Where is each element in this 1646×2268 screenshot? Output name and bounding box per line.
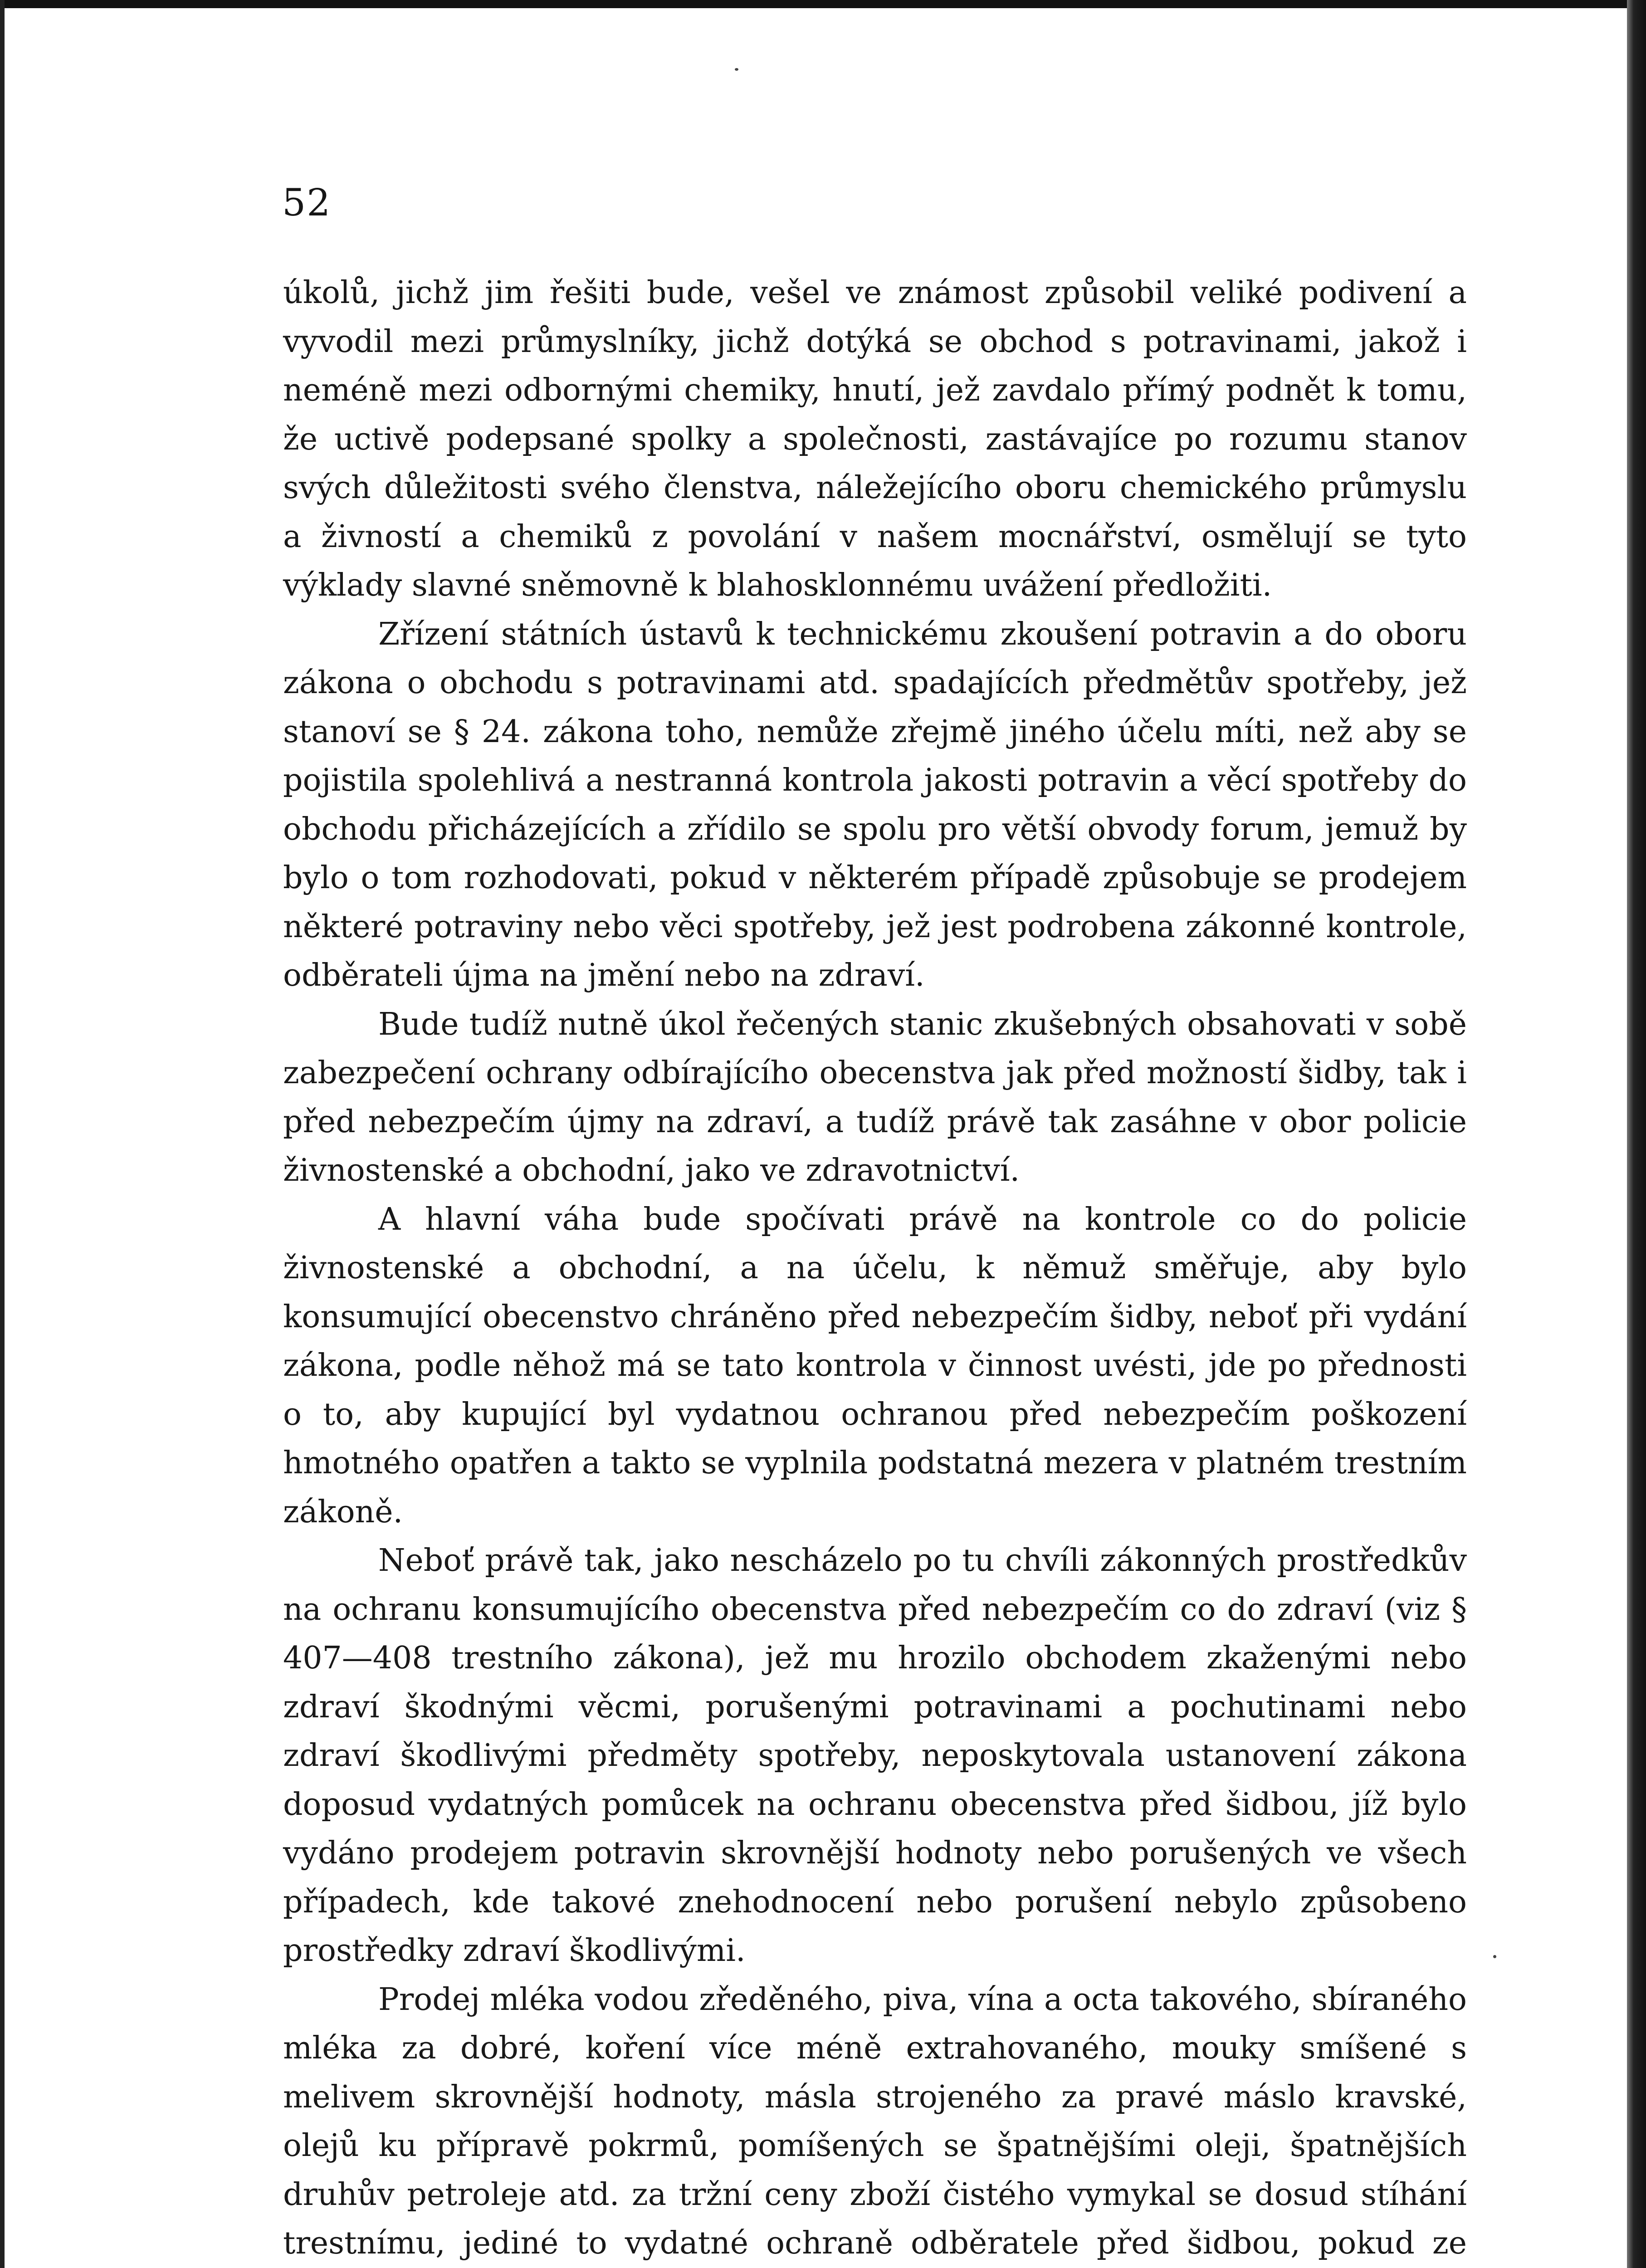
scan-edge-right (1627, 0, 1646, 2268)
page-number: 52 (282, 181, 332, 225)
scan-edge-left (0, 0, 5, 2268)
scan-speck (1493, 1955, 1496, 1958)
paragraph: úkolů, jichž jim řešiti bude, vešel ve známost způsobil veliké podivení a vyvodil mezi průmyslníky, jichž dotýká se obchod s potravinami, jakož i neméně mezi odbornými chemiky, hnutí, jež zavdalo přímý podnět k tomu, že uctivě podepsané spolky a společnosti, zastávajíce po rozumu stanov svých důležitosti svého členstva, náležejícího oboru chemického průmyslu a živností a chemiků z povolání v našem mocnářství, osmělují se tyto výklady slavné sněmovně k blahosklonnému uvážení předložiti. (283, 275, 1467, 603)
body-text (283, 269, 1467, 2268)
paragraph: A hlavní váha bude spočívati právě na kontrole co do policie živnostenské a obchodní, a na účelu, k němuž směřuje, aby bylo konsumující obecenstvo chráněno před nebezpečím šidby, neboť při vydání zákona, podle něhož má se tato kontrola v činnost uvésti, jde po přednosti o to, aby kupující byl vydatnou ochranou před nebezpečím poškození hmotného opatřen a takto se vyplnila podstatná mezera v platném trestním zákoně. (283, 1201, 1467, 1530)
scan-speck (735, 68, 738, 71)
paragraph: Zřízení státních ústavů k technickému zkoušení potravin a do oboru zákona o obchodu s potravinami atd. spadajících předmětův spotřeby, jež stanoví se § 24. zákona toho, nemůže zřejmě jiného účelu míti, než aby se pojistila spolehlivá a nestranná kontrola jakosti potravin a věcí spotřeby do obchodu přicházejících a zřídilo se spolu pro větší obvody forum, jemuž by bylo o tom rozhodovati, pokud v některém případě způsobuje se prodejem některé potraviny nebo věci spotřeby, jež jest podrobena zákonné kontrole, odběrateli újma na jmění nebo na zdraví. (283, 616, 1467, 993)
paragraph: Bude tudíž nutně úkol řečených stanic zkušebných obsahovati v sobě zabezpečení ochrany odbírajícího obecenstva jak před možností šidby, tak i před nebezpečím újmy na zdraví, a tudíž právě tak zasáhne v obor policie živnostenské a obchodní, jako ve zdravotnictví. (283, 1006, 1467, 1188)
scan-edge-top (0, 0, 1646, 8)
paragraph: Prodej mléka vodou zředěného, piva, vína a octa takového, sbíraného mléka za dobré, koření více méně extrahovaného, mouky smíšené s melivem skrovnější hodnoty, másla strojeného za pravé máslo kravské, olejů ku přípravě pokrmů, pomíšených se špatnějšími oleji, špatnějších druhův petroleje atd. za tržní ceny zboží čistého vymykal se dosud stíhání trestnímu, jediné to vydatné ochraně odběratele před šidbou, pokud ze (283, 1981, 1467, 2261)
paragraph: Neboť právě tak, jako nescházelo po tu chvíli zákonných prostředkův na ochranu konsumujícího obecenstva před nebezpečím co do zdraví (viz § 407—408 trestního zákona), jež mu hrozilo obchodem zkaženými nebo zdraví škodnými věcmi, porušenými potravinami a pochutinami nebo zdraví škodlivými předměty spotřeby, neposkytovala ustanovení zákona doposud vydatných pomůcek na ochranu obecenstva před šidbou, jíž bylo vydáno prodejem potravin skrovnější hodnoty nebo porušených ve všech případech, kde takové znehodnocení nebo porušení nebylo způsobeno prostředky zdraví škodlivými. (283, 1543, 1467, 1969)
